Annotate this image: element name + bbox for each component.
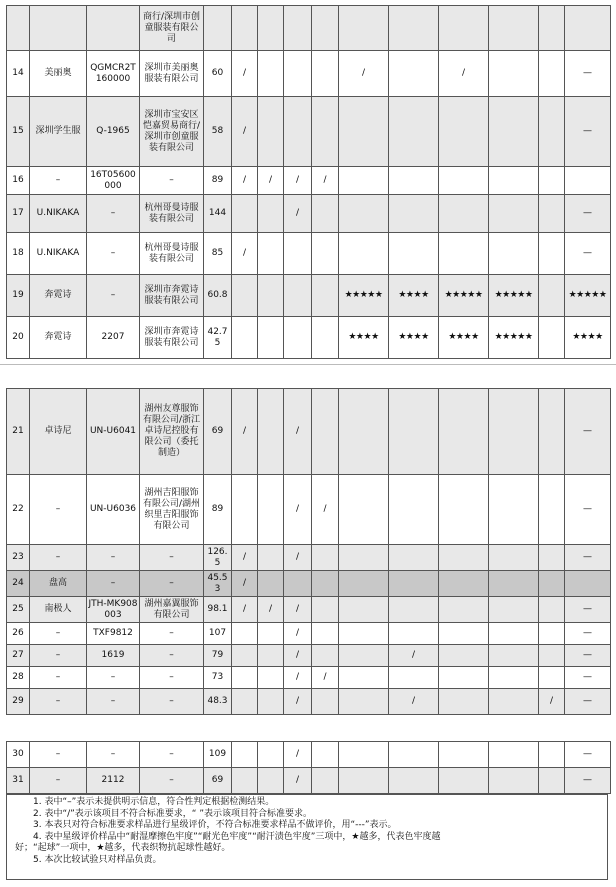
brand-cell: U.NIKAKA [30, 195, 87, 233]
maker-cell: – [140, 667, 204, 689]
quantity-cell: 109 [204, 742, 232, 768]
brand-cell: – [30, 667, 87, 689]
model-cell: Q-1965 [87, 97, 140, 167]
result-cell: / [284, 667, 312, 689]
maker-cell: – [140, 689, 204, 715]
star-rating: ★★★★ [439, 317, 489, 359]
note-line: 好；“起球”一项中，★越多，代表织物抗起球性越好。 [15, 843, 231, 854]
model-cell: 2112 [87, 768, 140, 794]
model-cell: 2207 [87, 317, 140, 359]
model-cell: – [87, 667, 140, 689]
star-rating: ★★★★ [389, 275, 439, 317]
quantity-cell: 48.3 [204, 689, 232, 715]
evaluation-cell: — [565, 667, 611, 689]
table-row [7, 645, 611, 667]
maker-cell: 商行/深圳市创童服装有限公司 [140, 6, 204, 51]
table-row [7, 195, 611, 233]
table-row [7, 97, 611, 167]
row-number: 22 [7, 475, 30, 545]
maker-cell: 杭州哥曼诗服装有限公司 [140, 195, 204, 233]
brand-cell: – [30, 742, 87, 768]
evaluation-cell: — [565, 475, 611, 545]
quantity-cell: 126.5 [204, 545, 232, 571]
brand-cell: – [30, 475, 87, 545]
result-cell: / [232, 545, 258, 571]
evaluation-cell: — [565, 623, 611, 645]
comparison-table-section-3 [6, 741, 611, 794]
star-rating: ★★★★ [339, 317, 389, 359]
comparison-table-section-1 [6, 5, 611, 359]
brand-cell: 奔霓诗 [30, 275, 87, 317]
row-number: 20 [7, 317, 30, 359]
result-cell: / [539, 689, 565, 715]
table-row [7, 545, 611, 571]
brand-cell: 盘高 [30, 571, 87, 597]
quantity-cell: 89 [204, 167, 232, 195]
result-cell: / [339, 51, 389, 97]
quantity-cell: 144 [204, 195, 232, 233]
brand-cell: – [30, 645, 87, 667]
result-cell: / [284, 475, 312, 545]
result-cell: / [232, 389, 258, 475]
table-row [7, 167, 611, 195]
evaluation-cell: — [565, 51, 611, 97]
evaluation-cell: — [565, 597, 611, 623]
table-row [7, 51, 611, 97]
row-number: 17 [7, 195, 30, 233]
result-cell: / [284, 645, 312, 667]
result-cell: / [284, 742, 312, 768]
quantity-cell: 85 [204, 233, 232, 275]
row-number: 29 [7, 689, 30, 715]
table-row [7, 317, 611, 359]
evaluation-cell: — [565, 742, 611, 768]
result-cell: / [284, 689, 312, 715]
brand-cell: – [30, 623, 87, 645]
result-cell: / [312, 667, 339, 689]
table-row [7, 6, 611, 51]
model-cell: TXF9812 [87, 623, 140, 645]
maker-cell: – [140, 623, 204, 645]
note-line: 3. 本表只对符合标准要求样品进行星级评价，不符合标准要求样品不做评价，用“---”表示。 [33, 820, 397, 831]
row-number: 14 [7, 51, 30, 97]
model-cell: – [87, 195, 140, 233]
brand-cell: – [30, 167, 87, 195]
note-line: 5. 本次比较试验只对样品负责。 [33, 854, 162, 865]
note-line: 1. 表中“–”表示未提供明示信息，符合性判定根据检测结果。 [33, 797, 275, 807]
table-row [7, 571, 611, 597]
result-cell: / [312, 475, 339, 545]
result-cell: / [389, 645, 439, 667]
row-number: 25 [7, 597, 30, 623]
note-line: 4. 表中星级评价样品中“耐湿摩擦色牢度”“耐光色牢度”“耐汗渍色牢度”三项中，★越多，代表色牢度越 [33, 831, 441, 842]
row-number: 24 [7, 571, 30, 597]
maker-cell: 深圳市宝安区恺嘉贸易商行/深圳市创童服装有限公司 [140, 97, 204, 167]
result-cell: / [232, 167, 258, 195]
quantity-cell: 60 [204, 51, 232, 97]
maker-cell: – [140, 645, 204, 667]
result-cell: / [284, 597, 312, 623]
result-cell: / [284, 768, 312, 794]
evaluation-cell: — [565, 233, 611, 275]
table-row [7, 667, 611, 689]
row-number: 15 [7, 97, 30, 167]
table-notes [6, 794, 608, 880]
quantity-cell: 98.1 [204, 597, 232, 623]
star-rating: ★★★★★ [439, 275, 489, 317]
maker-cell: 湖州吉阳服饰有限公司/湖州织里吉阳服饰有限公司 [140, 475, 204, 545]
model-cell: JTH-MK908003 [87, 597, 140, 623]
evaluation-cell: — [565, 97, 611, 167]
result-cell: / [258, 597, 284, 623]
row-number: 31 [7, 768, 30, 794]
maker-cell: – [140, 571, 204, 597]
evaluation-cell: — [565, 545, 611, 571]
result-cell: / [439, 51, 489, 97]
evaluation-cell: — [565, 768, 611, 794]
brand-cell: 南极人 [30, 597, 87, 623]
row-number: 30 [7, 742, 30, 768]
quantity-cell: 45.53 [204, 571, 232, 597]
star-rating: ★★★★ [565, 317, 611, 359]
result-cell: / [284, 167, 312, 195]
quantity-cell: 60.8 [204, 275, 232, 317]
model-cell: – [87, 742, 140, 768]
quantity-cell: 73 [204, 667, 232, 689]
table-row [7, 742, 611, 768]
brand-cell: – [30, 768, 87, 794]
result-cell: / [232, 97, 258, 167]
brand-cell: – [30, 689, 87, 715]
quantity-cell: 107 [204, 623, 232, 645]
result-cell: / [284, 389, 312, 475]
model-cell: – [87, 233, 140, 275]
maker-cell: 湖州友尊服饰有限公司/浙江卓诗尼控股有限公司（委托制造） [140, 389, 204, 475]
model-cell: – [87, 571, 140, 597]
maker-cell: 湖州嘉翼服饰有限公司 [140, 597, 204, 623]
star-rating: ★★★★★ [489, 275, 539, 317]
quantity-cell: 89 [204, 475, 232, 545]
table-row [7, 689, 611, 715]
result-cell: / [284, 545, 312, 571]
quantity-cell: 69 [204, 389, 232, 475]
table-row [7, 475, 611, 545]
table-row [7, 768, 611, 794]
row-number: 26 [7, 623, 30, 645]
brand-cell: 美丽奥 [30, 51, 87, 97]
result-cell: / [232, 571, 258, 597]
table-row [7, 623, 611, 645]
quantity-cell: 42.75 [204, 317, 232, 359]
page-break [0, 364, 616, 365]
star-rating: ★★★★ [389, 317, 439, 359]
brand-cell: 卓诗尼 [30, 389, 87, 475]
note-line: 2. 表中“/”表示该项目不符合标准要求，“ ”表示该项目符合标准要求。 [33, 808, 312, 819]
quantity-cell: 79 [204, 645, 232, 667]
brand-cell: 奔霓诗 [30, 317, 87, 359]
maker-cell: 杭州哥曼诗服装有限公司 [140, 233, 204, 275]
brand-cell: 深圳学生服 [30, 97, 87, 167]
row-number: 21 [7, 389, 30, 475]
star-rating: ★★★★★ [565, 275, 611, 317]
maker-cell: 深圳市奔霓诗服装有限公司 [140, 317, 204, 359]
evaluation-cell: — [565, 689, 611, 715]
result-cell: / [232, 233, 258, 275]
table-row [7, 389, 611, 475]
row-number: 27 [7, 645, 30, 667]
model-cell: 16T05600000 [87, 167, 140, 195]
row-number: 23 [7, 545, 30, 571]
model-cell: UN-U6036 [87, 475, 140, 545]
maker-cell: 深圳市奔霓诗服装有限公司 [140, 275, 204, 317]
result-cell: / [258, 167, 284, 195]
model-cell: – [87, 275, 140, 317]
table-row [7, 233, 611, 275]
result-cell: / [284, 623, 312, 645]
model-cell: QGMCR2T160000 [87, 51, 140, 97]
table-row [7, 275, 611, 317]
maker-cell: – [140, 742, 204, 768]
brand-cell: – [30, 545, 87, 571]
model-cell: – [87, 545, 140, 571]
result-cell: / [232, 597, 258, 623]
maker-cell: 深圳市美丽奥服装有限公司 [140, 51, 204, 97]
star-rating: ★★★★★ [339, 275, 389, 317]
evaluation-cell: — [565, 645, 611, 667]
result-cell: / [284, 195, 312, 233]
model-cell: UN-U6041 [87, 389, 140, 475]
row-number: 18 [7, 233, 30, 275]
maker-cell: – [140, 167, 204, 195]
star-rating: ★★★★★ [489, 317, 539, 359]
result-cell: / [232, 51, 258, 97]
maker-cell: – [140, 545, 204, 571]
result-cell: / [312, 167, 339, 195]
maker-cell: – [140, 768, 204, 794]
model-cell: 1619 [87, 645, 140, 667]
brand-cell: U.NIKAKA [30, 233, 87, 275]
quantity-cell: 58 [204, 97, 232, 167]
row-number: 19 [7, 275, 30, 317]
row-number: 28 [7, 667, 30, 689]
model-cell: – [87, 689, 140, 715]
evaluation-cell: — [565, 195, 611, 233]
table-row [7, 597, 611, 623]
quantity-cell: 69 [204, 768, 232, 794]
comparison-table-section-2 [6, 388, 611, 715]
evaluation-cell: — [565, 389, 611, 475]
row-number: 16 [7, 167, 30, 195]
result-cell: / [389, 689, 439, 715]
